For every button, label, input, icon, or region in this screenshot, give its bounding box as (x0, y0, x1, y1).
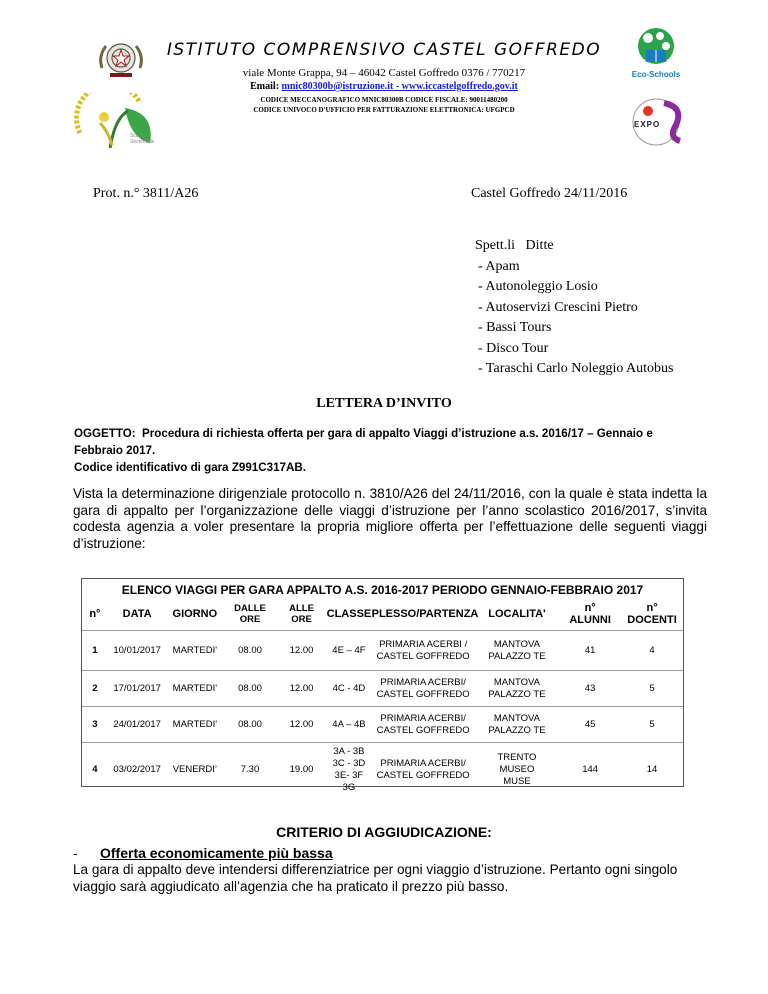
classe-line: 3G (342, 782, 356, 793)
cell-data: 03/02/2017 (113, 764, 161, 775)
addressees-title: Spett.li Ditte (475, 238, 554, 253)
localita-line: MANTOVA (493, 712, 540, 724)
criteria-heading: Offerta economicamente più bassa (100, 845, 333, 861)
cell-alunni: 144 (582, 764, 599, 775)
email-label: Email: (250, 81, 280, 92)
localita-line: PALAZZO TE (488, 724, 546, 736)
header-alle-line1: ALLE (289, 603, 314, 614)
cell-alunni: 43 (559, 671, 621, 707)
cell-plesso (372, 671, 475, 707)
criteria-bullet: - (73, 845, 78, 861)
header-plesso: PLESSO/PARTENZA (372, 598, 475, 631)
cell-localita (475, 631, 560, 671)
criteria-title: CRITERIO DI AGGIUDICAZIONE: (276, 824, 492, 840)
codes-line-1: CODICE MECCANOGRAFICO MNIC80300B CODICE FISCALE: 90011480200 (260, 96, 508, 104)
localita-line: MUSE (503, 776, 531, 787)
school-name: ISTITUTO COMPRENSIVO CASTEL GOFFREDO (166, 40, 602, 60)
cell-dalle: 08.00 (223, 707, 277, 743)
classe-line: 4A – 4B (332, 718, 366, 730)
table-row (82, 631, 683, 671)
header-classe: CLASSE (326, 598, 371, 631)
classe-line: 3C - 3D (332, 758, 366, 769)
email-link[interactable]: mnic80300b@istruzione.it (281, 81, 394, 92)
subject-block (74, 425, 714, 476)
cell-alle: 12.00 (277, 671, 326, 707)
classe-line: 3A - 3B (333, 746, 365, 757)
trips-table (81, 578, 684, 793)
expo-text: EXPO (634, 120, 661, 129)
localita-line: MANTOVA (493, 638, 540, 650)
localita-line: PALAZZO TE (488, 688, 546, 700)
cell-data: 17/01/2017 (108, 671, 167, 707)
expo-school-logo (624, 97, 688, 147)
header-dalle-line2: ORE (239, 614, 261, 625)
addressee-item: - Disco Tour (478, 340, 549, 356)
header-alunni-line2: ALUNNI (569, 614, 611, 626)
table-row (82, 671, 683, 707)
plesso-line: PRIMARIA ACERBI / (379, 638, 468, 650)
cell-classe (326, 743, 371, 798)
cell-classe (326, 671, 371, 707)
subject-line-2: Febbraio 2017. (74, 444, 156, 457)
eco-schools-text: Eco-Schools (631, 70, 681, 79)
header-data: DATA (108, 598, 167, 631)
cell-n: 2 (82, 671, 108, 707)
addressee-item: - Autoservizi Crescini Pietro (478, 299, 638, 315)
addressee-item: - Autonoleggio Losio (478, 279, 598, 294)
school-address: viale Monte Grappa, 94 – 46042 Castel Goffredo 0376 / 770217 (242, 67, 526, 79)
header-alle (277, 598, 326, 631)
cell-data: 24/01/2017 (108, 707, 167, 743)
cell-docenti: 5 (621, 671, 683, 707)
codes-line-2: CODICE UNIVOCO D'UFFICIO PER FATTURAZIONE ELETTRONICA: UFGPCD (253, 106, 515, 114)
cell-dalle: 7.30 (240, 764, 260, 775)
contact-line (0, 81, 768, 92)
cell-giorno: VENERDI’ (172, 764, 218, 775)
place-and-date: Castel Goffredo 24/11/2016 (471, 186, 628, 201)
cell-plesso (372, 707, 475, 743)
body-paragraph: Vista la determinazione dirigenziale protocollo n. 3810/A26 del 24/11/2016, con la quale è stata indetta la gara di appalto per l’organizzazione delle viaggi d’istruzione per l’anno scolastico 2016/2017, s’invita codesta agenzia a voler presentare la propria migliore offerta per l’effettuazione delle seguenti viaggi d’istruzione: (73, 486, 707, 551)
header-dalle-line1: DALLE (234, 603, 266, 614)
addressees-block (475, 236, 674, 380)
header-alunni-line1: n° (584, 602, 596, 614)
addressee-item: - Taraschi Carlo Noleggio Autobus (478, 361, 674, 376)
localita-line: MUSEO (499, 764, 535, 775)
cell-data: 10/01/2017 (108, 631, 167, 671)
cell-dalle: 08.00 (223, 631, 277, 671)
cell-dalle: 08.00 (223, 671, 277, 707)
addressee-item: - Bassi Tours (478, 320, 552, 335)
cell-n: 1 (82, 631, 108, 671)
cell-classe (326, 707, 371, 743)
plesso-line: PRIMARIA ACERBI/ (380, 758, 466, 769)
cell-plesso (372, 631, 475, 671)
letter-title: LETTERA D’INVITO (316, 396, 452, 411)
header-giorno: GIORNO (167, 598, 224, 631)
header-alle-line2: ORE (291, 614, 312, 625)
classe-line: 3E- 3F (334, 770, 364, 781)
cell-alle: 19.00 (289, 764, 314, 775)
cell-docenti: 4 (621, 631, 683, 671)
plesso-line: CASTEL GOFFREDO (376, 724, 470, 736)
cell-localita (475, 743, 560, 798)
cell-alunni: 45 (559, 707, 621, 743)
link-separator: - (393, 81, 402, 92)
cell-giorno: MARTEDI' (167, 671, 224, 707)
cell-docenti: 5 (621, 707, 683, 743)
cell-alunni: 41 (559, 631, 621, 671)
subject-line-1: OGGETTO: Procedura di richiesta offerta per gara di appalto Viaggi d’istruzione a.s. 2016/17 – Gennaio e (74, 427, 653, 440)
cell-n: 4 (92, 764, 98, 775)
classe-line: 4C - 4D (332, 682, 366, 694)
table-header-row (82, 598, 683, 631)
cell-alle: 12.00 (277, 631, 326, 671)
header-docenti (621, 598, 683, 631)
cell-n: 3 (82, 707, 108, 743)
addressee-item: - Apam (478, 258, 520, 274)
cell-plesso (372, 743, 475, 798)
classe-line: 4E – 4F (332, 644, 366, 656)
plesso-line: PRIMARIA ACERBI/ (380, 712, 466, 724)
plesso-line: CASTEL GOFFREDO (376, 650, 470, 662)
header-localita: LOCALITA' (475, 598, 560, 631)
localita-line: TRENTO (497, 752, 537, 763)
table-title: ELENCO VIAGGI PER GARA APPALTO A.S. 2016-2017 PERIODO GENNAIO-FEBBRAIO 2017 (121, 583, 644, 597)
plesso-line: CASTEL GOFFREDO (376, 770, 470, 781)
cell-localita (475, 707, 560, 743)
cell-alle: 12.00 (277, 707, 326, 743)
trips-grid (82, 598, 683, 797)
subject-line-3: Codice identificativo di gara Z991C317AB. (74, 461, 306, 474)
sustainable-school-text: Scuola Sostenibile (130, 133, 155, 145)
cell-docenti: 14 (646, 764, 658, 775)
header-docenti-line1: n° (646, 602, 658, 614)
protocol-number: Prot. n.° 3811/A26 (93, 186, 199, 201)
plesso-line: CASTEL GOFFREDO (376, 688, 470, 700)
cell-giorno: MARTEDI' (167, 707, 224, 743)
cell-localita (475, 671, 560, 707)
localita-line: MANTOVA (493, 676, 540, 688)
cell-giorno: MARTEDI' (167, 631, 224, 671)
plesso-line: PRIMARIA ACERBI/ (380, 676, 466, 688)
website-link[interactable]: www.iccastelgoffredo.gov.it (401, 81, 518, 92)
table-row (82, 743, 683, 798)
table-row (82, 707, 683, 743)
header-n: n° (82, 598, 108, 631)
header-docenti-line2: DOCENTI (627, 614, 677, 626)
header-dalle (223, 598, 277, 631)
cell-classe (326, 631, 371, 671)
localita-line: PALAZZO TE (488, 650, 546, 662)
header-alunni (559, 598, 621, 631)
criteria-text: La gara di appalto deve intendersi differenziatrice per ogni viaggio d’istruzione. Pertanto ogni singolo viaggio sarà aggiudicato all’agenzia che ha praticato il prezzo più basso. (73, 862, 678, 894)
